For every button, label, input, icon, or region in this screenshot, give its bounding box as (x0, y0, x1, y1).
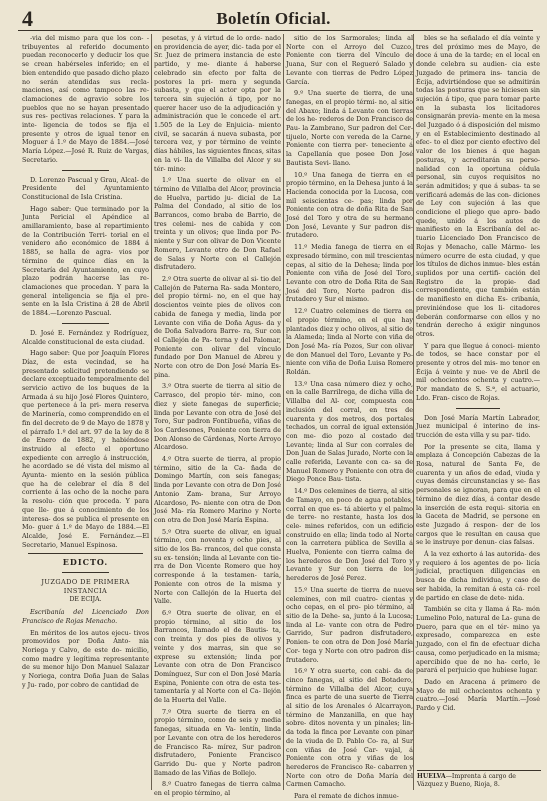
paragraph: Escribanía del Licenciado Don Francisco de Rojas Menacho. (22, 608, 149, 625)
paragraph: Dado en Aracena á primero de Mayo de mil ochocientos ochenta y cuatro.—José María Martín.—José Pardo y Cid. (416, 677, 540, 713)
paragraph: 8.º Cuatro fanegas de tierra calma en el propio término, al (154, 780, 281, 798)
column-separator (413, 34, 414, 790)
paragraph: Hago saber: Que terminado por la Junta Pericial el Apéndice al amillaramiento, base al repartimiento de la Contribución Terri- torial en el venidero año económico de 1884 á 1885, se halla de agra- vios por término de quince días en la Secretaría del Ayuntamiento, en cuyo plazo podrán hacerse las re- clamaciones que procedan. Y para la general inteligencia se fija el pre- sente en la Isla Cristina á 28 de Abril de 1884.—Lorenzo Pascual. (22, 204, 149, 318)
paragraph: También se cita y llama á Ra- món Lumelino Polo, natural de La- guna de Duero, para que en el tér- mino ya expresado, comparezca en este Juzgado, con el fin de efectuar dicha causa, como perjudicado en la misma; apercibido que de no ha- cerlo, le parará el perjuicio que hubiese lugar. (416, 605, 540, 675)
header-rule (18, 30, 533, 31)
court-heading: JUZGADO DE PRIMERA INSTANCIA (41, 578, 130, 595)
paragraph: 5.º Otra suerte de olivar, en igual término, con noventa y ocho pies, al sitio de los Ba- rrancos, del que consta su ex- tensión; linda al Levante con tie- rra de Don Vicente Romero que hoy corresponde á la testamen- taría, Poniente con otros de la misma y Norte con Callejón de la Huerta del Valle. (154, 527, 281, 606)
column-3 (286, 34, 413, 801)
footer-imprint: —Imprenta á cargo de Vázquez y Bueno, Rioja, 8. (417, 773, 516, 788)
paragraph: pesetas, y á virtud de lo orde- nado en providencia de ayer, dic- tada por el Sr. Juez de primera instancia de este partido, y me- diante á haberse celebrado sin efecto por falta de postores la pri- mera y segunda subasta, y que el actor opta por la tercera sin sujeción á tipo, por no querer hacer uso de la adjudicación y administración que le concede el art. 1.505 de la Ley de Enjuicia- miento civil, se sacarán á nueva subasta, por tercera vez, y por término de veinte días hábiles, las siguientes fincas, sitas en la vi- lla de Villalba del Alcor y su tér- mino: (154, 34, 281, 173)
paragraph: 15.º Una suerte de tierra de nueve celemines, con mil cuatro- cientas y ocho cepas, en el pro- pio término, al sitio de la Dehe- sa, junto á la Lucosa; linda al Le- vante con otra de Pedro Garrido, Sur padron disfrutadero, Ponien- te con otra de Don José María Cor- tega y Norte con otro padron dis- frutadero. (286, 585, 413, 664)
paragraph: Á la vez exhorto á las autorida- des y requiero á los agentes de po- licía judicial, practiquen diligencias en busca de dicha individua, y caso de ser habida, la remitan á esta cá- rcel de partido en clase de dete- nida. (416, 550, 540, 602)
paragraph: 3.º Otra suerte de tierra al sitio de Carrasco, del propio tér- mino, con diez y siete fanegas de superficie; linda por Levante con otra de José del Toro, Sur padron Fontibueña, viñas de los Cardesones, Poniente con tierra de Don Alonso de Cárdenas, Norte Arroyo Alcardoso. (154, 382, 281, 452)
divider (28, 553, 143, 554)
paragraph: 13.º Una casa número diez y ocho, en la calle Barrilrega, de dicha villa de Villalba del Al- cor, compuesta con inclusión del corral, en tres de cuarenta y dos metros, dos portales techados, un corral de igual extensión con me- dio pozo al costado del Levante; linda al Sur con corrales de Don Juan de Salas Jurado, Norte con la calle referida, Levante con ca- sa de Manuel Romero y Poniente con otra de Diego Ponce Bau- tista. (286, 379, 413, 484)
divider (456, 408, 500, 409)
paragraph: 16.º Y otra suerte, con cabi- da de cinco fanegas, al sitio del Botadero, término de Villalba del Alcor, cuya finca es parte de una suerte de Tierra al sitio de los Arenales ó Alcarrayon, término de Manzanilla, en que hay sobre- ditos noventa y un pinales; lin- da toda la finca por Levante con pinar de la viuda de D. Pablo Co- ra, al Sur con viñas de José Car- vajal, á Poniente con otra y viñas de los herederos de Francisco Re- cabarren y Norte con otro de Doña María del Carmen Camacho. (286, 667, 413, 789)
paragraph: sitio de los Sarmorales; linda al Norte con el Arroyo del Cuzco, Poniente con tierra del Vínculo de Juana, Sur con el Regueró Salado y Levante con tierras de Pedro López García. (286, 34, 413, 86)
court-place: DE ECIJA. (69, 596, 102, 604)
paragraph: En méritos de los autos ejecu- tivos promovidos por Doña Anto- nia Noriega y Calvo, de este do- micilio, como madre y legítima representante de su menor hijo Don Manuel Salazar y Noriega, contra Doña Juan de Salas y Ju- rado, por cobro de cantidad de (22, 628, 149, 689)
footer-place: HUELVA (417, 773, 446, 780)
column-1 (22, 34, 149, 794)
paragraph: 12.º Cuatro celemines de tierra en el propio término, en el que hay plantados diez y ocho olivos, al sitio de la Alameda; linda al Norte con viña de Don José Ma- ría Pozos, Sur con olivar de don Manuel del Toro, Levante y Po- niente con viña de Doña Luisa Romero Roldán. (286, 307, 413, 377)
paragraph: 10.º Una fanega de tierra en el propio término, en la Dehesa junto á la Hacienda conocida por la Lucosa, con mil seiscientas ce- pas; linda por Poniente con otra de doña Rita de San José del Toro y otra de su hermano Don José, Levante y Sur padron dis- frutadero. (286, 170, 413, 240)
column-2 (154, 34, 281, 798)
paragraph: D. José E. Fernández y Rodríguez, Alcalde constitucional de esta ciudad. (22, 328, 149, 346)
paragraph: D. Lorenzo Pascual y Grau, Alcal- de Presidente del Ayuntamiento Constitucional de Isla Cristina. (22, 175, 149, 201)
divider (62, 170, 109, 171)
paragraph: 1.º Una suerte de olivar en el término de Villalba del Alcor, provincia de Huelva, partido ju- dicial de La Palma del Condado, al sitio de los Barrancos, como braba de Barrio, de tres celemi- nes de cabida y con treinta y un olivos; que linda por Po- niente y Sur con olivar de Don Vicente Romero, Levante otro de Don Rafael de Salas y Norte con el Callejón disfrutadero. (154, 176, 281, 272)
page-header (0, 0, 547, 32)
paragraph: 14.º Dos celemines de tierra, al sitio de Tamayo, en poco de agua potables, corral en que es- tá abierto y el palmo de terre- no restante, hasta los dos cele- mines referidos, con un edificio construido en ella; linda todo al Norte con la carretera pública de Sevilla á Huelva, Poniente con tierra calma de los herederos de Don José del Toro y Levante y Sur con tierra de los herederos de José Perez. (286, 487, 413, 583)
paragraph: bles se ha señalado el día veinte y tres del próximo mes de Mayo, de doce á una de la tarde; en el local en donde celebra su audien- cia este Juzgado de primera ins- tancia de Écija, advirtiéndose que se admitirán todas las posturas que se hiciesen sin sujeción á tipo, que para tomar parte en la subasta los licitadores consignarán previa- mente en la mesa del Juzgado ó á disposición del mismo y en el Establecimiento destinado al efec- to el diez por ciento efectivo del valor de los bienes á que hagan posturas, y acreditarán su perso- nalidad con la oportuna cédula personal, sin cuyos requisitos no serán admitidos; y que á subas- ta se verificará además de las con- diciones de Ley con sujeción á las que condicione el pliego que apro- bado quede, unido á los autos de manifiesto en la Escribanía del ac- tuario Licenciado Don Francisco de Rojas y Menacho, calle Mármo- les número ocurre de esta ciudad, y que los títulos de dichos inmue- bles están suplidos por una certifi- cación del Registro de la propie- dad correspondiente, que también están de manifiesto en dicha Es- cribanía, previniéndose que los li- citadores deberán conformarse con ellos y no tendrán derecho á exigir ningunos otros. (416, 34, 540, 338)
paragraph: 11.º Media fanega de tierra en el expresado término, con mil trescientas cepas, al sitio de la Dehesa; linda por Poniente con viña de José del Toro, Levante con otro de Doña Rita de San José del Toro, Norte padron dis- frutadero y Sur el mismo. (286, 243, 413, 304)
paragraph: 6.º Otra suerte de olivar, en el propio término, al sitio de los Barrancos, llamado el de Bautis- ta, con treinta y dos pies de olivos y veinte y dos marras, sin que se exprese su extensión; linda por Levante con otra de Don Francisco Domínguez, Sur con el Don José María Espina, Poniente con otra de esta tes- tamentaría y al Norte con el Ca- llejón de la Huerta del Valle. (154, 609, 281, 705)
paragraph: 7.º Otra suerte de tierra en el propio término, como de seis y media fanegas, situada en Va- lentín, linda por Levante con otra de los herederos de Francisco Ra- mírez, Sur padron disfrutadero, Poniente Francisco Garrido Du- que y Norte padron llamado de las Viñas de Bollejo. (154, 707, 281, 777)
page-number: 4 (22, 6, 33, 31)
footer-rule (417, 770, 541, 771)
column-separator (283, 34, 284, 790)
paragraph: Hago saber: Que por Joaquín Flores Díaz, de esta vecindad, se ha presentado solicitud pretendiendo se declare exceptuado temporalmente del servicio activo de los buques de la Armada á su hijo José Flores Quintero, que pertenece á la pri- mera reserva de Marinería, como comprendido en el fin del decreto de 9 de Mayo de 1878 y el párrafo 1.º del art. 97 de la ley de 8 de Enero de 1882, y habiéndose instruido al efecto el oportuno expediente con arreglo á instrucción, he acordado se dé vista del mismo al Ayunta- miento en la sesión pública que ha de celebrar el día 8 del corriente á las ocho de la noche para la resolu- ción que proceda. Y para que lle- gue á conocimiento de los interesa- dos se publica el presente en Mo- guer á 1.º de Mayo de 1884.—El Alcalde, José E. Fernández.—El Secretario, Manuel Espinosa. (22, 349, 149, 549)
paragraph: Y para que llegue á conoci- miento de todos, se hace constar por el presente y otros del mis- mo tenor en Écija á veinte y nue- ve de Abril de mil ochocientos ochenta y cuatro.—Por mandato de S. S.ª, el actuario, Ldo. Fran- cisco de Rojas. (416, 341, 540, 402)
divider (62, 572, 109, 573)
masthead-title: Boletín Oficial. (216, 9, 331, 28)
paragraph: 9.º Una suerte de tierra, de una fanegas, en el propio térmi- no, al sitio del Abaxo; linda á Levante con tierras de los he- rederos de Don Francisco de Pau- la Zambrano, Sur padron del Cer- tijuelo, Norte con vereda de la Carne, Poniente con tierra per- teneciente á la Capellanía que posee Don José Bautista Sevi- llano. (286, 89, 413, 167)
paragraph: Por la presente se cita, llama y emplaza á Concepción Cabezas de la Rosa, natural de Santa Fe, de cuarenta y un años de edad, viuda y cuyas demás circunstancias y se- ñas personales se ignoran, para que en el término de diez días, á contar desde la inserción de esta requi- sitoria en la Gaceta de Madrid, se persone en este Juzgado á respon- der de los cargos que le resultan en causa que se le instruye por denun- cias falsas. (416, 442, 540, 547)
divider (62, 323, 109, 324)
paragraph: -via del mismo para que los con- -tribuyentes al referido documento puedan reconocerlo y deducir los que se crean habérseles inferido; en el bien entendido que pasado dicho plazo no serán atendidas sus recla- maciones, así como tampoco las re- clamaciones de agravio sobre los pueblos que no se hayan presentado sus res- pectivas relaciones. Y para la inte- ligencia de todos se fija el presente y otros de igual tenor en Moguer á 1.º de Mayo de 1884.—José María López.—José R. Ruiz de Vargas, Secretario. (22, 34, 149, 164)
paragraph: 2.º Otra suerte de olivar al si- tio del Callejón de Paterna Ra- sada Montero, del propio térmi- no, en el que hay doscientos veinte pies de olivos con cabida de fanega y media, linda por Levante con viña de Doña Agus- da y de Doña Salvadora Barre- ra, Sur con el Callejón de Pa- terna y del Palomar, Poniente con olivar del vínculo fundado por Don Manuel de Abreu y Norte con otro de Don José María Es- pina. (154, 274, 281, 379)
column-separator (151, 34, 152, 790)
paragraph: Don José María Martín Labrador, Juez municipal é interino de ins- trucción de esta villa y su par- tido. (416, 413, 540, 439)
printer-footer (417, 770, 541, 789)
column-4 (416, 34, 540, 794)
edict-heading: EDICTO. (62, 557, 109, 568)
paragraph: 4.º Otra suerte de tierra, al propio término, sitio de la Ca- ñada de Domingo Martín, con seis fanegas; linda por Levante con otra de Don José Antonio Zam- brana, Sur Arroyo Alcardoso, Po- niente con otra de Don José Ma- ría Romero Marino y Norte con otra de Don José María Espina. (154, 455, 281, 524)
paragraph: Para el remate de dichos inmue- (294, 792, 399, 801)
